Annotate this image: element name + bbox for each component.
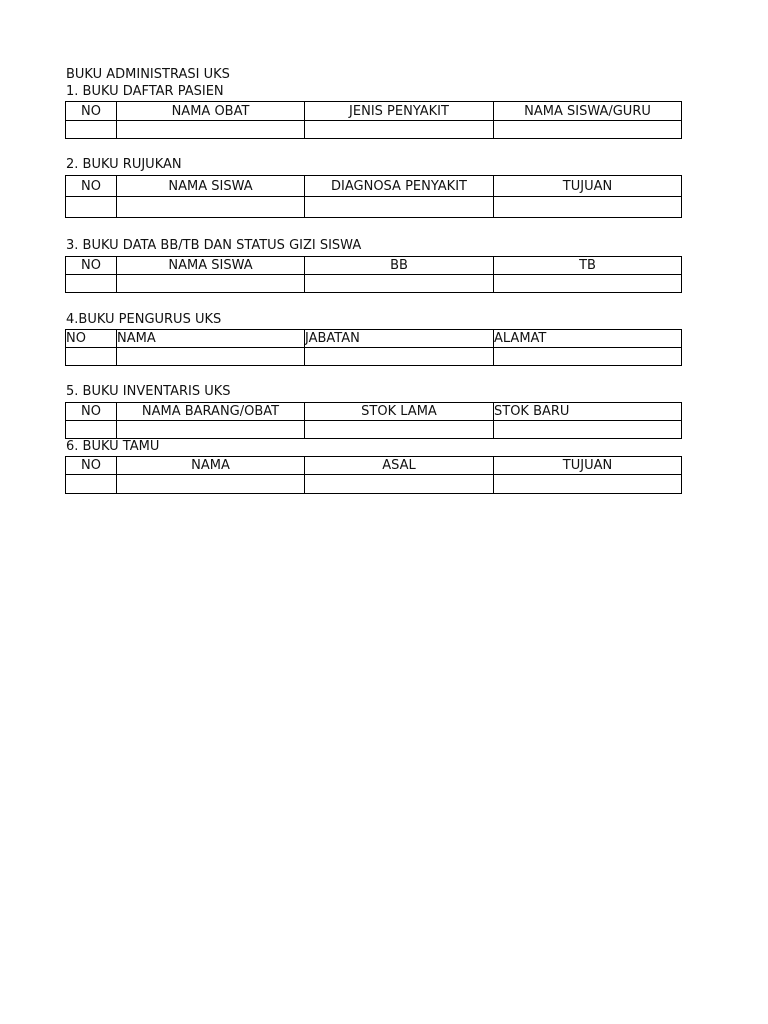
table-header-row [66,403,682,421]
column-header: NAMA [117,457,305,475]
table-row [66,348,682,366]
column-header: JENIS PENYAKIT [305,102,494,121]
column-header: NO [66,176,117,197]
column-header: TUJUAN [494,176,682,197]
column-header: STOK LAMA [305,403,494,421]
column-header: NAMA SISWA [117,176,305,197]
column-header: ASAL [305,457,494,475]
column-header: NO [66,457,117,475]
table-inventaris-uks [65,402,682,439]
table-header-row [66,457,682,475]
column-header: NAMA OBAT [117,102,305,121]
table-cell [305,475,494,494]
column-header: NO [66,257,117,275]
table-cell [305,421,494,439]
table-cell [494,121,682,139]
column-header: DIAGNOSA PENYAKIT [305,176,494,197]
column-header: NO [66,102,117,121]
table-header-row [66,257,682,275]
table-cell [66,475,117,494]
table-data-bb-tb [65,256,682,293]
column-header: NAMA SISWA [117,257,305,275]
table-cell [66,275,117,293]
column-header: BB [305,257,494,275]
table-header-row [66,102,682,121]
column-header: NO [66,330,117,348]
table-row [66,421,682,439]
table-cell [305,275,494,293]
column-header: TUJUAN [494,457,682,475]
table-cell [66,197,117,218]
table-pengurus-uks [65,329,682,366]
table-cell [117,348,305,366]
table-cell [305,197,494,218]
table-cell [66,421,117,439]
column-header: NO [66,403,117,421]
table-header-row [66,330,682,348]
document-title: BUKU ADMINISTRASI UKS [66,67,230,82]
column-header: NAMA BARANG/OBAT [117,403,305,421]
section-title-rujukan: 2. BUKU RUJUKAN [66,157,182,172]
table-cell [305,121,494,139]
column-header: NAMA SISWA/GURU [494,102,682,121]
column-header: ALAMAT [494,330,682,348]
table-row [66,121,682,139]
section-title-daftar-pasien: 1. BUKU DAFTAR PASIEN [66,84,224,99]
table-cell [117,197,305,218]
table-daftar-pasien [65,101,682,139]
column-header: JABATAN [305,330,494,348]
section-title-pengurus-uks: 4.BUKU PENGURUS UKS [66,312,222,327]
column-header: NAMA [117,330,305,348]
table-cell [494,475,682,494]
table-row [66,275,682,293]
table-rujukan [65,175,682,218]
table-cell [494,348,682,366]
section-title-inventaris-uks: 5. BUKU INVENTARIS UKS [66,384,231,399]
table-cell [494,275,682,293]
table-cell [494,421,682,439]
table-row [66,197,682,218]
table-cell [117,275,305,293]
table-tamu [65,456,682,494]
table-cell [117,121,305,139]
table-cell [66,121,117,139]
column-header: TB [494,257,682,275]
table-cell [117,421,305,439]
table-cell [117,475,305,494]
column-header: STOK BARU [494,403,682,421]
table-cell [494,197,682,218]
table-row [66,475,682,494]
table-cell [66,348,117,366]
table-header-row [66,176,682,197]
section-title-data-bb-tb: 3. BUKU DATA BB/TB DAN STATUS GIZI SISWA [66,238,362,253]
table-cell [305,348,494,366]
section-title-tamu: 6. BUKU TAMU [66,439,160,454]
